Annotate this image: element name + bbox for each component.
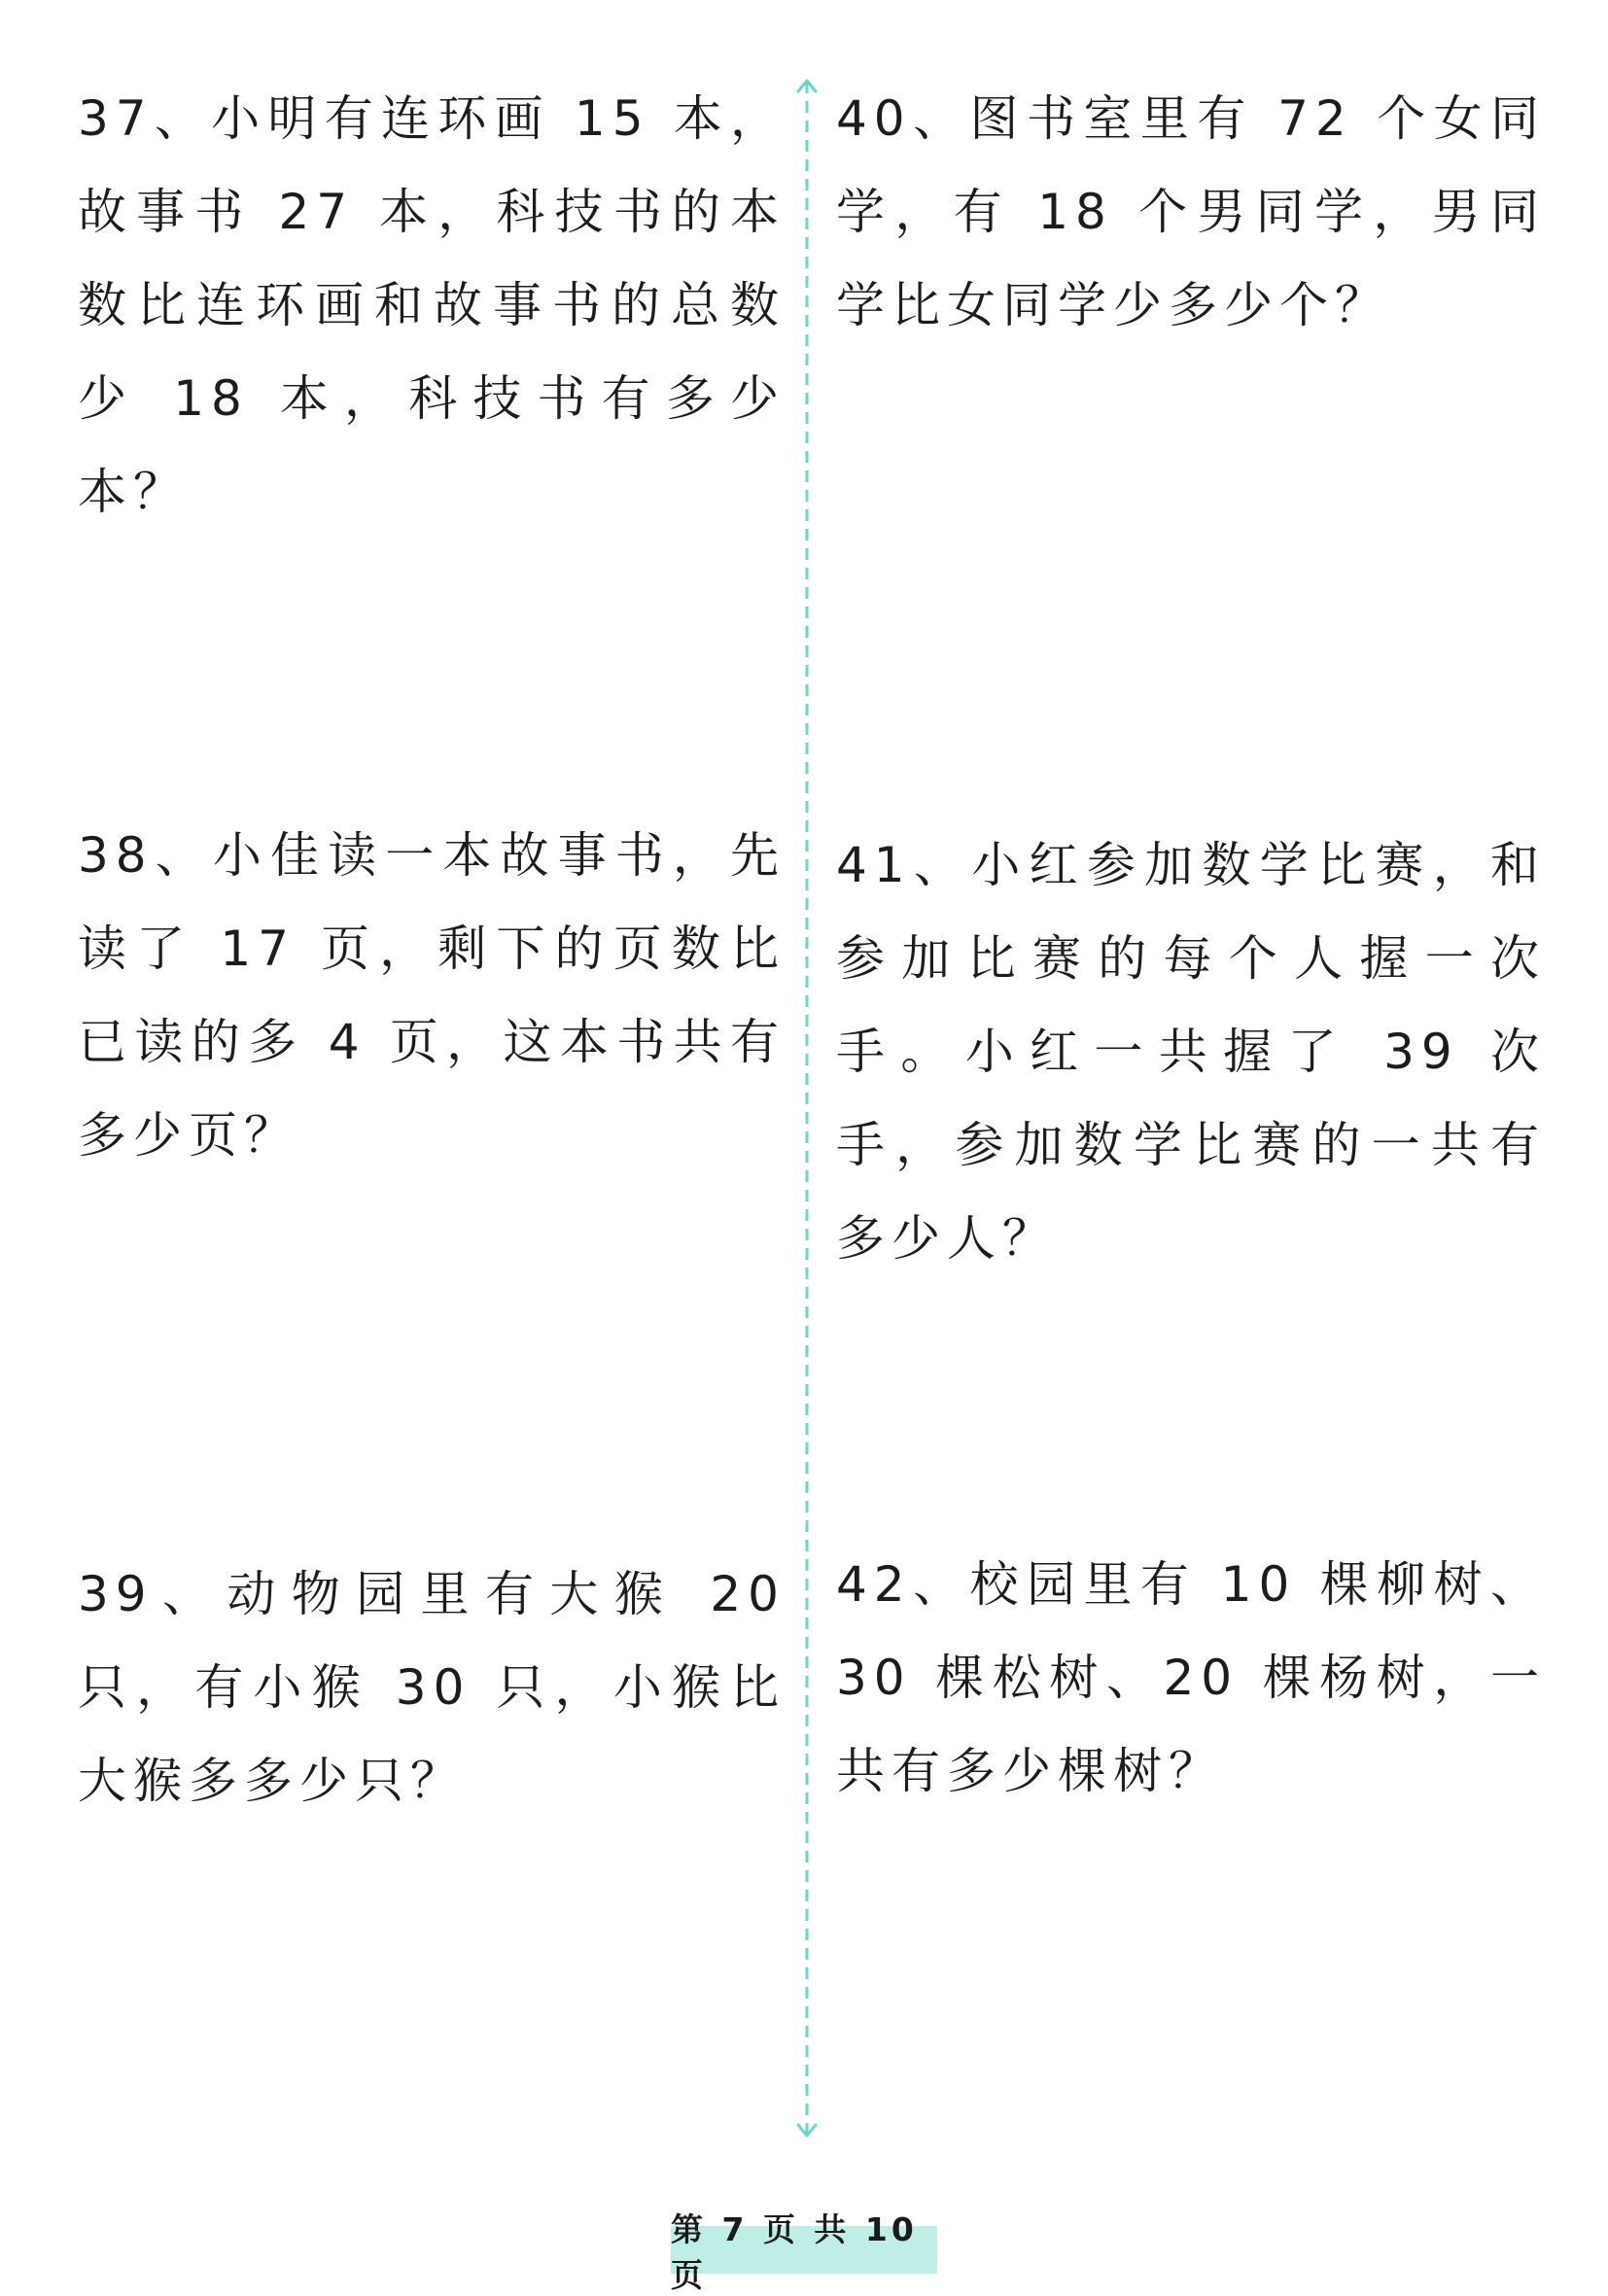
problem-37: 37、小明有连环画 15 本，故事书 27 本，科技书的本数比连环画和故事书的总数少 18 本，科技书有多少本？	[78, 90, 786, 520]
problem-39: 39、动物园里有大猴 20 只，有小猴 30 只，小猴比大猴多多少只？	[78, 1566, 786, 1809]
problem-38: 38、小佳读一本故事书，先读了 17 页，剩下的页数比已读的多 4 页，这本书共有多少页？	[78, 827, 786, 1164]
problem-42: 42、校园里有 10 棵柳树、30 棵松树、20 棵杨树，一共有多少棵树？	[836, 1556, 1546, 1799]
page-number-footer	[671, 2209, 937, 2294]
page-number-label: 第 7 页 共 10 页	[671, 2209, 918, 2294]
problem-41: 41、小红参加数学比赛，和参加比赛的每个人握一次手。小红一共握了 39 次手，参加数学比赛的一共有多少人？	[836, 837, 1546, 1267]
column-divider	[795, 78, 819, 2139]
problem-40: 40、图书室里有 72 个女同学，有 18 个男同学，男同学比女同学少多少个？	[836, 90, 1546, 333]
